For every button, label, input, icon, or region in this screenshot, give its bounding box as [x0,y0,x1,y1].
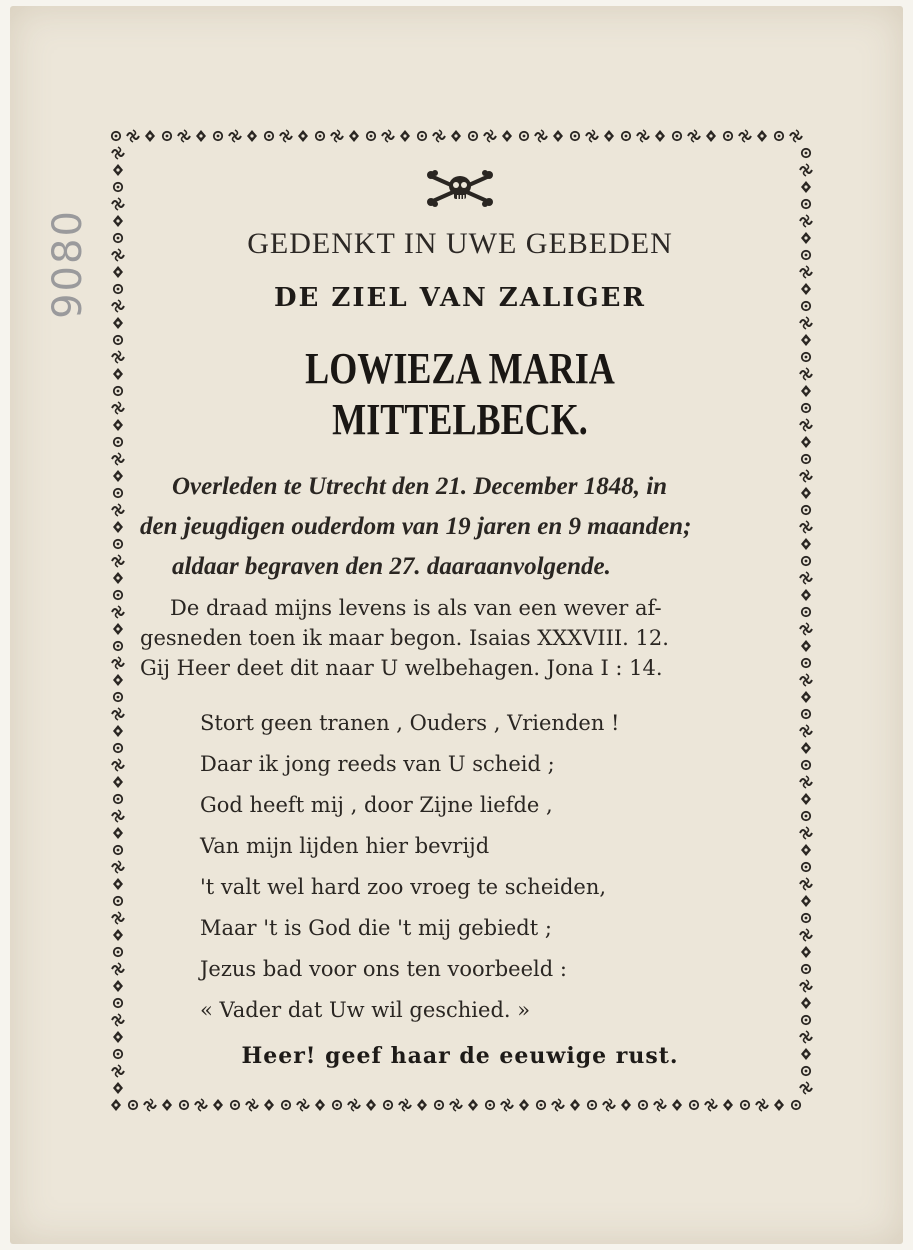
handwritten-inventory-number: 9080 [45,209,91,319]
border-motif [400,130,410,142]
border-motif [801,232,811,244]
deceased-name: LOWIEZA MARIA MITTELBECK. [305,344,615,444]
border-motif [231,1101,239,1109]
border-motif [113,521,123,533]
border-motif [280,130,292,142]
border-motif [673,132,681,140]
border-motif [112,810,124,822]
border-motif [112,453,124,465]
border-motif [801,640,811,652]
border-motif [802,1067,810,1075]
border-motif [800,725,812,737]
border-motif [316,132,324,140]
border-motif [757,130,767,142]
border-motif [113,623,123,635]
border-motif [800,521,812,533]
border-motif [802,506,810,514]
border-motif [469,132,477,140]
border-motif [654,1099,666,1111]
border-motif [348,1099,360,1111]
border-motif [801,589,811,601]
border-motif [229,130,241,142]
border-motif [535,130,547,142]
border-motif [114,183,122,191]
border-motif [113,827,123,839]
border-motif [114,540,122,548]
border-motif [637,130,649,142]
border-motif [112,1014,124,1026]
border-motif [384,1101,392,1109]
border-motif [113,776,123,788]
border-motif [800,827,812,839]
border-motif [111,1099,121,1111]
border-motif [537,1101,545,1109]
border-motif [705,1099,717,1111]
border-motif [800,470,812,482]
poem-line: Daar ik jong reeds van U scheid ; [200,752,555,776]
border-motif [114,234,122,242]
border-motif [801,436,811,448]
border-motif [114,744,122,752]
border-motif [723,1099,733,1111]
border-motif [113,215,123,227]
border-motif [418,132,426,140]
border-motif [655,130,665,142]
border-motif [802,404,810,412]
intro-line: GEDENKT IN UWE GEBEDEN [247,227,673,260]
soul-line: DE ZIEL VAN ZALIGER [273,283,647,313]
border-motif [802,455,810,463]
verse-line: De draad mijns levens is als van een wever af- [170,596,662,620]
border-motif [639,1101,647,1109]
border-motif [113,1082,123,1094]
border-motif [621,1099,631,1111]
death-details [140,467,780,587]
border-motif [802,557,810,565]
poem-line: Stort geen tranen , Ouders , Vrienden ! [200,711,620,735]
poem-line: 't valt wel hard zoo vroeg te scheiden, [200,875,607,899]
border-motif [802,251,810,259]
border-motif [435,1101,443,1109]
border-motif [603,1099,615,1111]
border-motif [417,1099,427,1111]
border-motif [800,419,812,431]
border-motif [800,929,812,941]
border-motif [801,1048,811,1060]
border-motif [297,1099,309,1111]
poem-line: « Vader dat Uw wil geschied. » [200,998,531,1022]
border-motif [112,198,124,210]
border-motif [800,1031,812,1043]
poem-line: Maar 't is God die 't mij gebiedt ; [200,916,552,940]
border-motif [801,487,811,499]
border-motif [214,132,222,140]
border-motif [114,693,122,701]
border-motif [801,997,811,1009]
closing-prayer: Heer! geef haar de eeuwige rust. [241,1043,679,1069]
border-motif [802,863,810,871]
border-motif [802,965,810,973]
border-motif [484,130,496,142]
border-motif [451,130,461,142]
poem-line: Van mijn lijden hier bevrijd [200,834,490,858]
death-line: den jeugdigen ouderdom van 19 jaren en 9 maanden; [140,513,692,540]
border-motif [113,878,123,890]
border-motif [367,132,375,140]
border-motif [114,948,122,956]
border-motif [399,1099,411,1111]
border-motif [213,1099,223,1111]
border-motif [114,846,122,854]
border-motif [196,130,206,142]
border-motif [162,1099,172,1111]
border-motif [802,710,810,718]
border-motif [588,1101,596,1109]
border-motif [114,285,122,293]
border-motif [800,623,812,635]
border-motif [468,1099,478,1111]
border-motif [801,895,811,907]
border-motif [724,132,732,140]
border-motif [801,283,811,295]
border-motif [112,657,124,669]
border-motif [331,130,343,142]
border-motif [112,861,124,873]
border-motif [114,1050,122,1058]
border-motif [800,368,812,380]
border-motif [802,659,810,667]
border-motif [801,946,811,958]
border-motif [520,132,528,140]
border-motif [298,130,308,142]
border-motif [112,1065,124,1077]
border-motif [114,438,122,446]
border-motif [604,130,614,142]
border-motif [178,130,190,142]
border-motif [571,132,579,140]
border-motif [114,795,122,803]
border-motif [349,130,359,142]
verse-line: Gij Heer deet dit naar U welbehagen. Jona I : 14. [140,656,663,680]
border-motif [112,249,124,261]
border-motif [113,725,123,737]
border-motif [114,897,122,905]
border-motif [163,132,171,140]
border-motif [502,130,512,142]
poem [140,703,780,1031]
border-motif [801,742,811,754]
verse-line: gesneden toen ik maar begon. Isaias XXXVIII. 12. [140,626,669,650]
border-motif [552,1099,564,1111]
border-motif [775,132,783,140]
border-motif [433,130,445,142]
border-motif [706,130,716,142]
border-motif [802,761,810,769]
border-motif [739,130,751,142]
poem-line: Jezus bad voor ons ten voorbeeld : [200,957,567,981]
border-motif [802,1016,810,1024]
border-motif [113,572,123,584]
border-motif [112,708,124,720]
border-motif [801,385,811,397]
border-motif [265,132,273,140]
border-motif [113,368,123,380]
border-motif [802,149,810,157]
border-motif [622,132,630,140]
border-motif [113,164,123,176]
border-motif [112,351,124,363]
border-motif [774,1099,784,1111]
border-motif [333,1101,341,1109]
border-motif [315,1099,325,1111]
border-motif [195,1099,207,1111]
border-motif [688,130,700,142]
border-motif [144,1099,156,1111]
border-motif [801,691,811,703]
border-motif [246,1099,258,1111]
border-motif [800,215,812,227]
border-motif [114,642,122,650]
border-motif [801,793,811,805]
border-motif [112,300,124,312]
border-motif [800,164,812,176]
border-motif [264,1099,274,1111]
border-motif [114,591,122,599]
border-motif [800,878,812,890]
border-motif [672,1099,682,1111]
border-motif [486,1101,494,1109]
border-motif [802,608,810,616]
border-motif [756,1099,768,1111]
border-motif [800,980,812,992]
border-motif [113,419,123,431]
border-motif [802,302,810,310]
border-motif [112,555,124,567]
border-motif [114,336,122,344]
border-motif [741,1101,749,1109]
border-motif [690,1101,698,1109]
poem-line: God heeft mij , door Zijne liefde , [200,793,553,817]
border-motif [129,1101,137,1109]
border-motif [382,130,394,142]
border-motif [114,489,122,497]
border-motif [112,759,124,771]
border-motif [553,130,563,142]
border-motif [800,776,812,788]
border-motif [586,130,598,142]
border-motif [112,606,124,618]
border-motif [802,200,810,208]
border-motif [247,130,257,142]
border-motif [800,674,812,686]
border-motif [801,181,811,193]
border-motif [113,317,123,329]
border-motif [112,132,120,140]
death-line: Overleden te Utrecht den 21. December 1848, in [172,473,668,500]
border-motif [570,1099,580,1111]
border-motif [501,1099,513,1111]
death-line: aldaar begraven den 27. daaraanvolgende. [172,553,611,580]
card-content [140,165,780,1069]
border-motif [113,1031,123,1043]
border-motif [113,929,123,941]
border-motif [800,572,812,584]
border-motif [800,266,812,278]
border-motif [802,353,810,361]
border-motif [145,130,155,142]
border-motif [450,1099,462,1111]
border-motif [112,504,124,516]
border-motif [282,1101,290,1109]
border-motif [802,812,810,820]
border-motif [800,317,812,329]
border-motif [790,130,802,142]
border-motif [112,912,124,924]
border-motif [519,1099,529,1111]
border-motif [802,914,810,922]
border-motif [801,538,811,550]
skull-and-crossbones-icon [425,169,495,207]
border-motif [801,844,811,856]
scripture-verse [140,593,780,683]
border-motif [114,999,122,1007]
border-motif [114,387,122,395]
border-motif [792,1101,800,1109]
border-motif [113,470,123,482]
border-motif [112,963,124,975]
border-motif [180,1101,188,1109]
border-motif [127,130,139,142]
border-motif [112,402,124,414]
border-motif [113,674,123,686]
border-motif [113,266,123,278]
border-motif [112,147,124,159]
border-motif [366,1099,376,1111]
border-motif [801,334,811,346]
border-motif [113,980,123,992]
border-motif [800,1082,812,1094]
